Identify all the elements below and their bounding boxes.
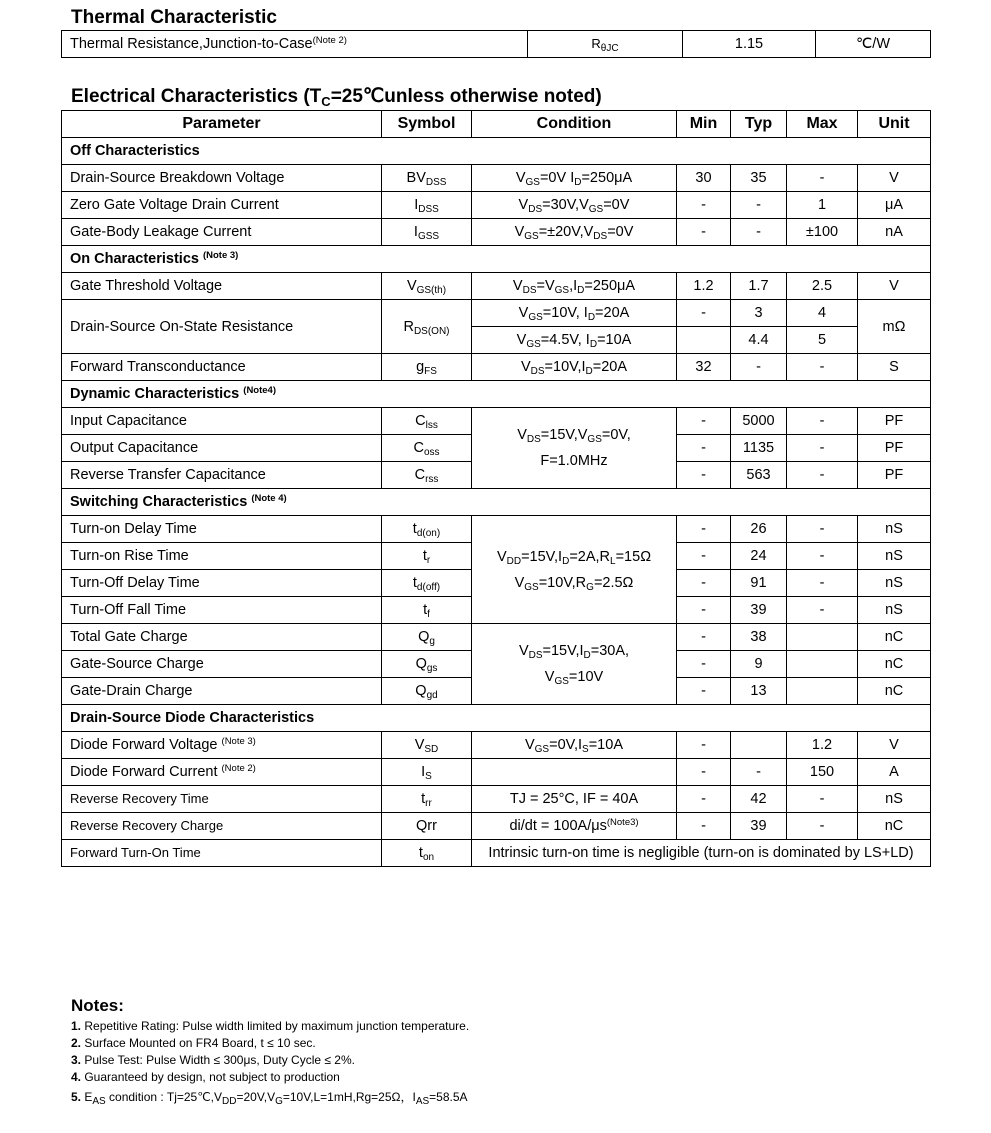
note-2: 2. Surface Mounted on FR4 Board, t ≤ 10 sec. [71, 1036, 316, 1050]
charge-condition: $V_{DS}=15V,I_D=30A$, $V_{GS}=10V$ [472, 624, 677, 705]
table-row: Turn-on Rise Time $t_r$ - 24 - nS [62, 543, 931, 570]
section-row [62, 381, 931, 408]
table-row: Forward Turn-On Time $t_{on}$ Intrinsic turn-on time is negligible (turn-on is dominated by LS+LD) [62, 840, 931, 867]
thermal-unit: ℃/W [816, 31, 931, 58]
col-unit: Unit [858, 111, 931, 138]
table-row: Gate-Drain Charge $Q_{gd}$ - 13 nC [62, 678, 931, 705]
electrical-table [61, 110, 931, 867]
section-row [62, 489, 931, 516]
table-row: Turn-Off Fall Time $t_f$ - 39 - nS [62, 597, 931, 624]
section-row [62, 705, 931, 732]
table-row: Total Gate Charge $Q_g$ $V_{DS}=15V,I_D=30A$, $V_{GS}=10V$ - 38 nC [62, 624, 931, 651]
table-row: Input Capacitance $C_{lss}$ $V_{DS}=15V,V_{GS}=0V$, F=1.0MHz - 5000 - PF [62, 408, 931, 435]
thermal-title: Thermal Characteristic [71, 7, 277, 28]
thermal-param: Thermal Resistance,Junction-to-Case$^{(Note 2)}$ [62, 31, 528, 58]
col-typ: Typ [731, 111, 787, 138]
section-dynamic: Dynamic Characteristics $^{(Note4)}$ [62, 381, 931, 408]
table-row: Gate Threshold Voltage $V_{GS(th)}$ $V_{DS}=V_{GS},I_D=250\mu A$ 1.2 1.7 2.5 V [62, 273, 931, 300]
note-1: 1. Repetitive Rating: Pulse width limited by maximum junction temperature. [71, 1019, 470, 1033]
table-row: Zero Gate Voltage Drain Current $I_{DSS}$ $V_{DS}=30V,V_{GS}=0V$ - - 1 μA [62, 192, 931, 219]
section-switching: Switching Characteristics $^{(Note 4)}$ [62, 489, 931, 516]
table-row: Drain-Source Breakdown Voltage $BV_{DSS}$ $V_{GS}=0V$ $I_D=250\mu A$ 30 35 - V [62, 165, 931, 192]
table-row: Reverse Recovery Charge Qrr $di/dt = 100A/\mu s^{(Note3)}$ - 39 - nC [62, 813, 931, 840]
section-row [62, 246, 931, 273]
thermal-symbol: $R_{\theta JC}$ [528, 31, 683, 58]
table-row: Drain-Source On-State Resistance $R_{DS(ON)}$ $V_{GS}=10V$, $I_D=20A$ - 3 4 mΩ [62, 300, 931, 327]
cap-condition: $V_{DS}=15V,V_{GS}=0V$, F=1.0MHz [472, 408, 677, 489]
table-row: Reverse Recovery Time $t_{rr}$ TJ = 25°C, IF = 40A - 42 - nS [62, 786, 931, 813]
note-3: 3. Pulse Test: Pulse Width ≤ 300μs, Duty Cycle ≤ 2%. [71, 1053, 355, 1067]
col-max: Max [787, 111, 858, 138]
table-row: Forward Transconductance $g_{FS}$ $V_{DS}=10V,I_D=20A$ 32 - - S [62, 354, 931, 381]
section-row [62, 138, 931, 165]
notes-title: Notes: [71, 996, 124, 1015]
table-row: Turn-on Delay Time $t_{d(on)}$ $V_{DD}=15V,I_D=2A,R_L=15\Omega$ $V_{GS}=10V,R_G=2.5\Omega$ - 26 - nS [62, 516, 931, 543]
table-header-row [62, 111, 931, 138]
col-symbol: Symbol [382, 111, 472, 138]
section-off: Off Characteristics [62, 138, 931, 165]
section-on: On Characteristics $^{(Note 3)}$ [62, 246, 931, 273]
note-4: 4. Guaranteed by design, not subject to production [71, 1070, 340, 1084]
table-row: Gate-Source Charge $Q_{gs}$ - 9 nC [62, 651, 931, 678]
col-parameter: Parameter [62, 111, 382, 138]
table-row [62, 31, 931, 58]
table-row: Gate-Body Leakage Current $I_{GSS}$ $V_{GS}=\pm 20V,V_{DS}=0V$ - - ±100 nA [62, 219, 931, 246]
electrical-title: Electrical Characteristics ($T_C=25℃unless$ otherwise noted) [71, 86, 602, 109]
thermal-value: 1.15 [683, 31, 816, 58]
table-row: Reverse Transfer Capacitance $C_{rss}$ - 563 - PF [62, 462, 931, 489]
col-condition: Condition [472, 111, 677, 138]
table-row: Diode Forward Voltage $^{(Note 3)}$ $V_{SD}$ $V_{GS}=0V,I_S=10A$ - 1.2 V [62, 732, 931, 759]
switching-condition: $V_{DD}=15V,I_D=2A,R_L=15\Omega$ $V_{GS}=10V,R_G=2.5\Omega$ [472, 516, 677, 624]
thermal-table [61, 30, 931, 58]
table-row: Turn-Off Delay Time $t_{d(off)}$ - 91 - nS [62, 570, 931, 597]
note-5: 5. $E_{AS}$ condition : $Tj=25℃,V_{DD}=20V,V_G=10V,L=1mH,Rg=25\Omega$，$I_{AS}=58.5A$ [71, 1090, 468, 1107]
notes-list [71, 1018, 469, 1106]
section-diode: Drain-Source Diode Characteristics [62, 705, 931, 732]
table-row: $V_{GS}=4.5V$, $I_D=10A$ 4.4 5 [62, 327, 931, 354]
col-min: Min [677, 111, 731, 138]
table-row: Diode Forward Current $^{(Note 2)}$ $I_S$ - - 150 A [62, 759, 931, 786]
table-row: Output Capacitance $C_{oss}$ - 1135 - PF [62, 435, 931, 462]
